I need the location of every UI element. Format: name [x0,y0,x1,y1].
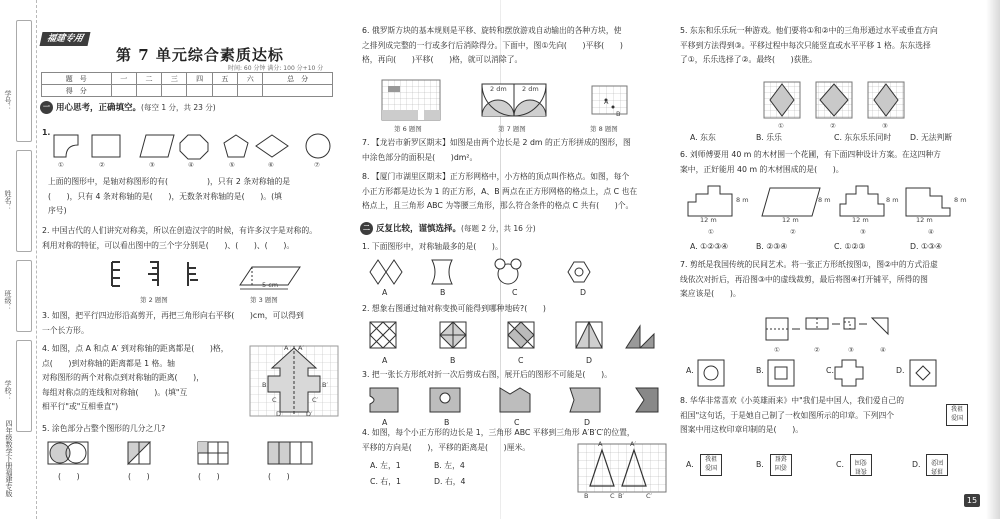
name-label: 姓名： [4,190,12,211]
dimension-label: 12 m [700,216,717,224]
option-label[interactable]: D. [912,460,921,469]
shape-parallelogram [140,135,174,157]
section-2-heading [360,222,536,235]
point-label: A [284,344,289,352]
option-label[interactable]: D [584,418,591,427]
class-label: 班级： [4,290,12,311]
figure-caption: 第 6 题图 [394,125,422,133]
c3-cut-figures [368,384,668,416]
q6-text [362,24,672,68]
region-tag: 福建专用 [40,32,91,46]
point-label: B [262,381,267,389]
option-label[interactable]: D. [896,366,905,375]
figure-label: ③ [848,346,854,354]
answer-blank[interactable]: ( ) [198,472,220,481]
score-table [41,72,333,97]
point-label: B [616,110,621,118]
shape-circle [306,134,330,158]
dimension-label: 12 m [782,216,799,224]
point-label: A′ [630,440,636,448]
point-label: A [598,440,603,448]
text-line: 线依次对折后，再沿图③中的虚线裁剪，最后将图④打开铺平，所得的图 [680,274,928,284]
text-line: 4. 如图，每个小正方形的边长是 1，三角形 ABC 平移到三角形 A′B′C′的位置， [362,428,635,437]
figure-caption: 第 2 题图 [140,296,168,304]
figure-label: ① [708,228,714,236]
point-label: D [276,410,282,418]
dimension-label: 5 cm [262,281,279,289]
figure-label: ② [830,122,836,130]
option-label[interactable]: B [440,288,446,297]
option-label[interactable]: B. ②③④ [756,242,788,251]
text-line: 序号) [48,206,67,216]
time-score-info: 时间: 60 分钟 满分: 100 分+10 分 [228,65,324,72]
score-header-row [42,73,333,85]
page-number: 15 [964,494,980,507]
score-input[interactable] [263,85,333,97]
shape-rhombus-square [256,135,288,157]
point-label: B′ [322,381,328,389]
r-q8-text [680,394,930,438]
figure-caption: 第 7 题图 [498,125,526,133]
figure-label: ① [774,346,780,354]
r-q5-text [680,24,980,68]
figure-label: ② [814,346,820,354]
class-field[interactable] [16,260,32,332]
option-label[interactable]: C [518,356,524,365]
dimension-label: 8 m [886,196,899,204]
score-input[interactable] [162,85,187,97]
section-1-heading [40,101,216,114]
figure-caption: 第 8 题图 [590,125,618,133]
option-label[interactable]: D. 右，4 [434,477,466,486]
option-label[interactable]: D [580,288,587,297]
option-label[interactable]: B. [756,460,764,469]
section-title: 用心思考，正确填空。 [56,103,142,113]
shape-label: ⑤ [229,161,235,169]
option-label[interactable]: A. ①②③④ [690,242,729,251]
figure-caption: 第 3 题图 [250,296,278,304]
stamp-option-b[interactable]: 我祖 爱国 [770,454,792,476]
point-label: D′ [306,410,313,418]
text-line: 案应该是( )。 [680,289,741,299]
dimension-label: 2 dm [522,85,539,93]
dimension-label: 12 m [916,216,933,224]
c4-translation-grid [578,444,668,496]
point-label: B [584,492,589,500]
book-title-vertical: 四年级数学下册福建专版 [5,420,13,497]
point-label: A′ [298,344,304,352]
q8-text [362,170,672,214]
score-cell: 三 [162,73,187,85]
q5-text: 5. 涂色部分占整个图形的几分之几? [42,424,166,433]
text-line: 中涂色部分的面积是( )dm²。 [362,152,478,162]
q2-text [42,224,347,253]
score-entry-row [42,85,333,97]
binding-margin [0,0,37,519]
score-cell: 二 [136,73,161,85]
option-label[interactable]: C. 东东乐乐同时 [834,133,892,142]
shape-label: ⑥ [268,161,274,169]
shape-label: ② [99,161,105,169]
section-number: 二 [360,222,373,235]
score-cell: 六 [238,73,263,85]
page-title: 第 7 单元综合素质达标 [116,46,284,64]
c1-text: 1. 下面图形中，对称轴最多的是( )。 [362,242,503,251]
score-cell: 一 [111,73,136,85]
score-cell: 得 分 [42,85,112,97]
score-cell: 总 分 [263,73,333,85]
text-line: 8. 华华非常喜欢《小英雄雨来》中"我们是中国人，我们爱自己的 [680,396,905,405]
shape-label: ④ [188,161,194,169]
score-input[interactable] [187,85,212,97]
option-label[interactable]: A. [686,366,694,375]
text-line: 之排列成完整的一行或多行后消除得分。下面中，图①先向( )平移( ) [362,40,623,50]
point-label: C′ [312,396,319,404]
section-hint: (每题 2 分，共 16 分) [461,224,536,233]
original-stamp: 我祖 爱国 [946,404,968,426]
text-line: 5. 东东和乐乐玩一种游戏。他们要将①和②中的三角形通过水平或垂直方向 [680,26,938,35]
dimension-label: 2 dm [490,85,507,93]
score-input[interactable] [212,85,237,97]
stamp-option-c[interactable]: 我祖 爱国 [850,454,872,476]
q8-grid [592,86,628,122]
point-label: C [272,396,277,404]
page-edge [986,0,1000,519]
dimension-label: 8 m [736,196,749,204]
q1-shapes [52,133,342,161]
shape-rectangle [92,135,120,157]
figure-label: ④ [928,228,934,236]
figure-label: ① [778,122,784,130]
c2-text: 2. 想象右图通过轴对称变换可能得到哪种地砖?( ) [362,304,546,313]
text-line: 平移的方向是( )，平移的距离是( )厘米。 [362,442,531,452]
score-input[interactable] [136,85,161,97]
score-cell: 五 [212,73,237,85]
shape-label: ⑦ [314,161,320,169]
text-line: 2. 中国古代的人们讲究对称美，所以在创造汉字的时候，有许多汉字是对称的。 [42,226,318,235]
option-label[interactable]: A. 东东 [690,133,716,142]
q7-text [362,136,672,165]
answer-blank[interactable]: ( ) [58,472,80,481]
c2-tile-figures [368,320,668,352]
text-line: 每组对称点的连线和对称轴( )。(填"互 [42,387,188,397]
r-q6-text [680,148,980,177]
stamp-option-d[interactable]: 我祖 爱国 [926,454,948,476]
text-line: 6. 刘师傅要用 40 m 的木材围一个花圃，有下面四种设计方案。在这四种方 [680,150,941,159]
text-line: 一个长方形。 [42,325,89,335]
school-field[interactable] [16,340,32,432]
shape-pentagon [224,135,248,157]
section-hint: (每空 1 分，共 23 分) [141,103,216,112]
stamp-option-a[interactable]: 我祖 爱国 [700,454,722,476]
score-cell: 题 号 [42,73,112,85]
text-line: 了①，乐乐选择了②。最终( )获胜。 [680,55,818,65]
c1-options-figures [368,258,608,286]
text-line: 4. 如图，点 A 和点 A′ 到对称轴的距离都是( )格， [42,344,229,353]
student-id-field[interactable] [16,20,32,142]
school-label: 学校： [4,380,12,401]
option-label[interactable]: C [514,418,520,427]
q4-text [42,342,257,415]
name-field[interactable] [16,150,32,252]
dimension-label: 8 m [818,196,831,204]
figure-label: ④ [880,346,886,354]
q6-tetris-grid [382,80,442,122]
q2-character-halves [108,260,208,290]
text-line: 上面的图形中，是轴对称图形的有( )，只有 2 条对称轴的是 [48,177,291,186]
q5-fraction-figures [48,440,338,468]
text-line: 祖国"这句话，于是她自己制了一枚如图所示的印章。下列四个 [680,410,895,420]
option-label[interactable]: B [444,418,450,427]
option-label[interactable]: C. [836,460,844,469]
option-label[interactable]: A [382,418,388,427]
option-label[interactable]: B. [756,366,764,375]
student-id-label: 学号： [4,90,12,111]
option-label[interactable]: B. 乐乐 [756,133,782,142]
option-label[interactable]: C [512,288,518,297]
score-cell: 四 [187,73,212,85]
dimension-label: 12 m [852,216,869,224]
option-label[interactable]: A. [686,460,694,469]
text-line: 6. 俄罗斯方块的基本规则是平移、旋转和摆放游戏自动输出的各种方块，使 [362,26,622,35]
text-line: 平移到方法得到③。平移过程中每次只能竖直或水平平移 1 格。东东选择 [680,40,931,50]
figure-label: ③ [882,122,888,130]
text-line: 7. 【龙岩市新罗区期末】如图是由两个边长是 2 dm 的正方形拼成的图形，图 [362,138,631,147]
shape-octagon [180,135,208,159]
text-line: 7. 剪纸是我国传统的民间艺术。将一张正方形纸按图①，图②中的方式沿虚 [680,260,938,269]
text-line: 点( )到对称轴的距离都是 1 格。轴 [42,358,175,368]
shape-lattice [54,135,78,157]
r-q7-folding-steps [764,314,894,344]
option-label[interactable]: B. 左，4 [434,461,465,470]
answer-blank[interactable]: ( ) [268,472,290,481]
text-line: 相平行"或"互相垂直") [42,402,119,412]
option-label[interactable]: D. ①③④ [910,242,942,251]
point-label: A [604,98,609,106]
option-label[interactable]: D. 无法判断 [910,133,953,142]
section-title: 反复比较，谨慎选择。 [376,224,462,234]
option-label[interactable]: C. [826,366,834,375]
option-label[interactable]: A [382,356,388,365]
text-line: 格，再向( )平移( )格，就可以消除了。 [362,55,523,65]
text-line: ( )，只有 4 条对称轴的是( )，无数条对称轴的是( )。(填 [48,191,282,201]
text-line: 图案中用这枚印章印制的是( )。 [680,425,804,435]
question-number: 1. [42,128,51,137]
shape-label: ③ [149,161,155,169]
text-line: 案中，正好能用 40 m 的木材围成的是( )。 [680,164,844,174]
option-label[interactable]: A [382,288,388,297]
score-input[interactable] [238,85,263,97]
option-label[interactable]: A. 左，1 [370,461,401,470]
point-label: C [610,492,615,500]
score-input[interactable] [111,85,136,97]
r-q7-text [680,258,980,302]
option-label[interactable]: C. ①②③ [834,242,866,251]
text-line: 3. 如图，把平行四边形沿高剪开，再把三角形向右平移( )cm，可以得到 [42,311,304,320]
c3-text: 3. 把一张长方形纸对折一次后剪成右图，展开后的图形不可能是( )。 [362,370,612,379]
figure-label: ② [790,228,796,236]
text-line: 利用对称的特征，可以看出图中的三个字分别是( )、( )、( )。 [42,240,295,250]
point-label: B′ [618,492,624,500]
option-label[interactable]: C. 右，1 [370,477,401,486]
text-line: 8. 【厦门市湖里区期末】正方形网格中，小方格的顶点叫作格点。如图，每个 [362,172,630,181]
text-line: 格点上，且三角形 ABC 为等腰三角形，那么符合条件的格点 C 共有( )个。 [362,201,634,211]
q3-text [42,309,337,338]
dimension-label: 8 m [954,196,967,204]
answer-blank[interactable]: ( ) [128,472,150,481]
text-line: 小正方形都是边长为 1 的正方形，A、B 两点在正方形网格的格点上，点 C 也在 [362,186,638,196]
option-label[interactable]: D [586,356,593,365]
point-label: C′ [646,492,653,500]
figure-label: ③ [860,228,866,236]
option-label[interactable]: B [450,356,456,365]
r-q5-grids [764,80,904,122]
text-line: 对称图形的两个对称点到对称轴的距离( )， [42,373,205,383]
q1-text [48,175,343,219]
shape-label: ① [58,161,64,169]
section-number: 一 [40,101,53,114]
